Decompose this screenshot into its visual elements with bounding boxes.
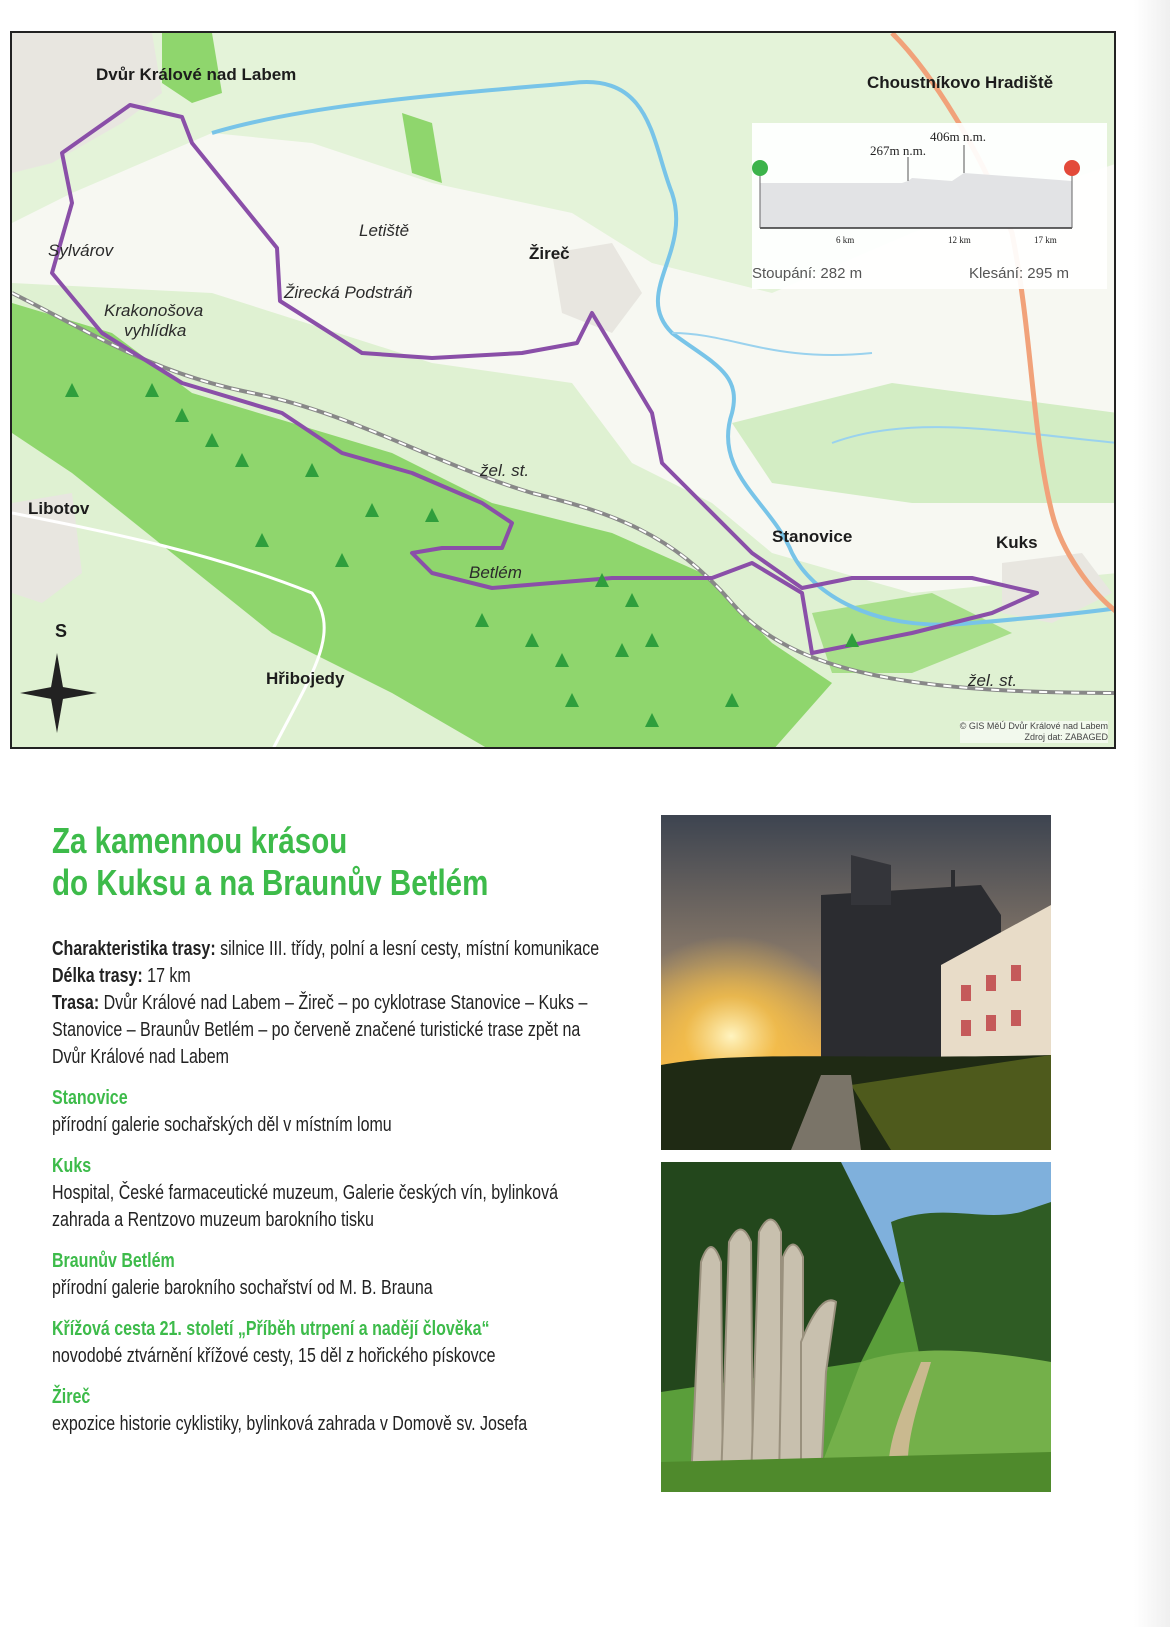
section-title: Braunův Betlém bbox=[52, 1250, 175, 1272]
photo-kuks-drawing bbox=[661, 815, 1051, 1150]
elevation-profile bbox=[752, 123, 1107, 289]
label-kuks: Kuks bbox=[996, 533, 1038, 552]
section-title: Kuks bbox=[52, 1155, 92, 1177]
section-zirec bbox=[52, 1384, 612, 1438]
profile-descent: Klesání: 295 m bbox=[968, 265, 1069, 282]
profile-km-6: 6 km bbox=[836, 235, 855, 245]
profile-peak-406: 406m n.m. bbox=[930, 129, 986, 144]
start-pin bbox=[752, 160, 768, 176]
route-label: Trasa: bbox=[52, 992, 100, 1014]
section-stanovice bbox=[52, 1085, 612, 1139]
len-value: 17 km bbox=[142, 965, 191, 987]
section-title: Křížová cesta 21. století „Příběh utrpení a nadějí člověka“ bbox=[52, 1318, 490, 1340]
compass-letter: S bbox=[55, 621, 68, 641]
label-libotov: Libotov bbox=[28, 499, 90, 518]
meadow-east bbox=[732, 383, 1116, 503]
page-edge-shadow bbox=[1134, 0, 1170, 1627]
section-text: přírodní galerie sochařských děl v místním lomu bbox=[52, 1114, 392, 1136]
map-credit bbox=[960, 721, 1108, 743]
route-map[interactable] bbox=[10, 31, 1116, 749]
route-description bbox=[52, 990, 612, 1071]
stream bbox=[672, 333, 872, 355]
label-stanovice: Stanovice bbox=[772, 527, 853, 546]
label-krakonosova: Krakonošova bbox=[104, 301, 204, 320]
title-line-2: do Kuksu a na Braunův Betlém bbox=[52, 862, 489, 903]
char-value: silnice III. třídy, polní a lesní cesty, místní komunikace bbox=[215, 938, 600, 960]
photo-hand-sculpture bbox=[661, 1162, 1051, 1492]
credit-line-2: Zdroj dat: ZABAGED bbox=[1024, 732, 1108, 742]
label-vyhlidka: vyhlídka bbox=[124, 321, 187, 340]
label-zirecka: Žirecká Podstráň bbox=[284, 283, 413, 302]
section-krizova-cesta bbox=[52, 1316, 612, 1370]
profile-km-12: 12 km bbox=[948, 235, 971, 245]
article-title bbox=[52, 820, 528, 904]
section-text: Hospital, České farmaceutické muzeum, Galerie českých vín, bylinková zahrada a Rentzovo muzeum barokního tisku bbox=[52, 1182, 558, 1231]
photo-hand-drawing bbox=[661, 1162, 1051, 1492]
section-title: Stanovice bbox=[52, 1087, 128, 1109]
end-pin bbox=[1064, 160, 1080, 176]
label-choustnikovo: Choustníkovo Hradiště bbox=[867, 73, 1054, 92]
section-text: přírodní galerie barokního sochařství od M. B. Brauna bbox=[52, 1277, 433, 1299]
section-text: expozice historie cyklistiky, bylinková zahrada v Domově sv. Josefa bbox=[52, 1413, 528, 1435]
label-zel-st-2: žel. st. bbox=[968, 671, 1018, 690]
label-zel-st-1: žel. st. bbox=[480, 461, 530, 480]
section-text: novodobé ztvárnění křížové cesty, 15 děl z hořického pískovce bbox=[52, 1345, 496, 1367]
label-hribojedy: Hřibojedy bbox=[266, 669, 345, 688]
article-body bbox=[52, 936, 612, 1438]
route-characteristics bbox=[52, 936, 612, 963]
title-line-1: Za kamennou krásou bbox=[52, 820, 348, 861]
photo-kuks-hospital bbox=[661, 815, 1051, 1150]
route-length bbox=[52, 963, 612, 990]
profile-km-17: 17 km bbox=[1034, 235, 1057, 245]
label-dvur: Dvůr Králové nad Labem bbox=[96, 65, 297, 84]
char-label: Charakteristika trasy: bbox=[52, 938, 216, 960]
section-title: Žireč bbox=[52, 1386, 91, 1408]
route-value: Dvůr Králové nad Labem – Žireč – po cyklotrase Stanovice – Kuks – Stanovice – Braunův Betlém – po červeně značené turistické trase zpět na Dvůr Králové nad Labem bbox=[52, 992, 588, 1068]
profile-ascent: Stoupání: 282 m bbox=[752, 265, 863, 282]
profile-peak-267: 267m n.m. bbox=[870, 143, 926, 158]
label-zirec: Žireč bbox=[529, 244, 570, 263]
label-letiste: Letiště bbox=[359, 221, 410, 240]
credit-line-1: © GIS MěÚ Dvůr Králové nad Labem bbox=[959, 721, 1108, 731]
label-sylvarov: Sylvárov bbox=[48, 241, 114, 260]
label-betlem: Betlém bbox=[469, 563, 522, 582]
section-braunuv-betlem bbox=[52, 1248, 612, 1302]
len-label: Délka trasy: bbox=[52, 965, 143, 987]
section-kuks bbox=[52, 1153, 612, 1234]
